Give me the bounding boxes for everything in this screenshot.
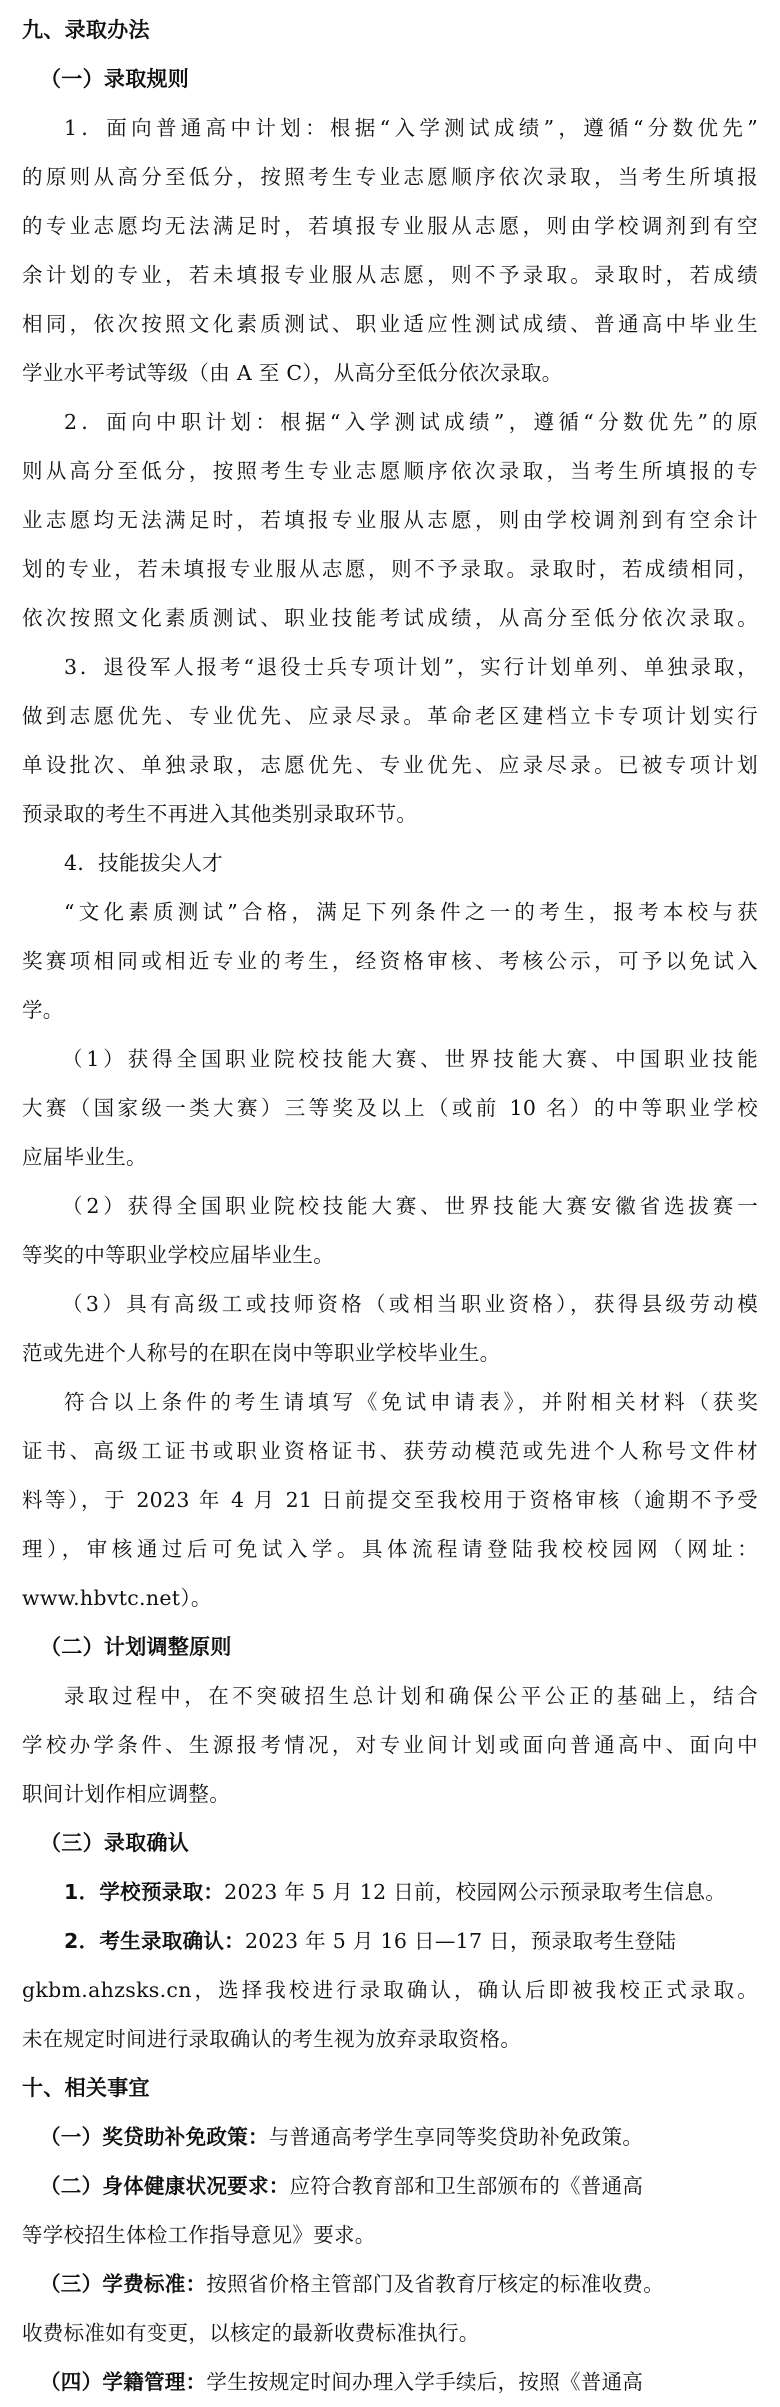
rule1-line-1: 1．面向普通高中计划：根据“入学测试成绩”，遵循“分数优先” [64,116,758,140]
confirm2-line-3: 未在规定时间进行录取确认的考生视为放弃录取资格。 [22,2027,522,2051]
matter2-text: 应符合教育部和卫生部颁布的《普通高 [289,2174,644,2198]
matter1-line [22,2113,758,2162]
confirm2-text: 2023 年 5 月 16 日—17 日，预录取考生登陆 [244,1929,677,1953]
matter3-label: （三）学费标准： [40,2272,207,2296]
confirm2-line-2: gkbm.ahzsks.cn，选择我校进行录取确认，确认后即被我校正式录取。 [22,1978,758,2002]
apply-line-3: 料等），于 2023 年 4 月 21 日前提交至我校用于资格审核（逾期不予受 [22,1488,758,1512]
rule2-line-4: 划的专业，若未填报专业服从志愿，则不予录取。录取时，若成绩相同， [22,557,758,581]
apply-line-1: 符合以上条件的考生请填写《免试申请表》，并附相关材料（获奖 [64,1390,758,1414]
condition2-line-1: （2）获得全国职业院校技能大赛、世界技能大赛安徽省选拔赛一 [62,1194,758,1218]
condition3-line-1: （3）具有高级工或技师资格（或相当职业资格），获得县级劳动模 [62,1292,758,1316]
matter1-label: （一）奖贷助补免政策： [40,2125,269,2149]
rule2-line-2: 则从高分至低分，按照考生专业志愿顺序依次录取，当考生所填报的专 [22,459,758,483]
rule4-line-2: 奖赛项相同或相近专业的考生，经资格审核、考核公示，可予以免试入 [22,949,758,973]
rule1-line-6: 学业水平考试等级（由 A 至 C），从高分至低分依次录取。 [22,361,563,385]
rule3-line-2: 做到志愿优先、专业优先、应录尽录。革命老区建档立卡专项计划实行 [22,704,758,728]
apply-line-5: www.hbvtc.net）。 [22,1586,212,1610]
apply-line-2: 证书、高级工证书或职业资格证书、获劳动模范或先进个人称号文件材 [22,1439,758,1463]
section-9-heading: 九、录取办法 [22,18,150,42]
confirm1-text: 2023 年 5 月 12 日前，校园网公示预录取考生信息。 [224,1880,727,1904]
admission-confirm-heading: （三）录取确认 [40,1831,190,1855]
condition3-line-2: 范或先进个人称号的在职在岗中等职业学校毕业生。 [22,1341,501,1365]
matter3-text: 按照省价格主管部门及省教育厅核定的标准收费。 [206,2272,665,2296]
matter4-label: （四）学籍管理： [40,2370,207,2394]
condition1-line-3: 应届毕业生。 [22,1145,147,1169]
rule1-line-3: 的专业志愿均无法满足时，若填报专业服从志愿，则由学校调剂到有空 [22,214,758,238]
rule4-line-3: 学。 [22,998,64,1022]
apply-line-4: 理），审核通过后可免试入学。具体流程请登陆我校校园网（网址： [22,1537,758,1561]
rule4-line-1: “文化素质测试”合格，满足下列条件之一的考生，报考本校与获 [64,900,758,924]
section-10-heading: 十、相关事宜 [22,2076,150,2100]
matter4-line-1 [22,2358,758,2407]
plan-adjustment-heading: （二）计划调整原则 [40,1635,232,1659]
rule4-title: 4．技能拔尖人才 [64,851,223,875]
matter2-label: （二）身体健康状况要求： [40,2174,290,2198]
condition1-line-2: 大赛（国家级一类大赛）三等奖及以上（或前 10 名）的中等职业学校 [22,1096,758,1120]
matter4-text: 学生按规定时间办理入学手续后，按照《普通高 [206,2370,644,2394]
rule2-line-5: 依次按照文化素质测试、职业技能考试成绩，从高分至低分依次录取。 [22,606,758,630]
adjust-line-1: 录取过程中，在不突破招生总计划和确保公平公正的基础上，结合 [64,1684,758,1708]
adjust-line-3: 职间计划作相应调整。 [22,1782,230,1806]
confirm2-label: 2．考生录取确认： [64,1929,245,1953]
rule3-line-1: 3．退役军人报考“退役士兵专项计划”，实行计划单列、单独录取， [64,655,758,679]
condition1-line-1: （1）获得全国职业院校技能大赛、世界技能大赛、中国职业技能 [62,1047,758,1071]
condition2-line-2: 等奖的中等职业学校应届毕业生。 [22,1243,334,1267]
matter2-line-1 [22,2162,758,2211]
matter3-line-2: 收费标准如有变更，以核定的最新收费标准执行。 [22,2321,480,2345]
rule1-line-2: 的原则从高分至低分，按照考生专业志愿顺序依次录取，当考生所填报 [22,165,758,189]
confirm1-label: 1．学校预录取： [64,1880,225,1904]
admission-rules-heading: （一）录取规则 [40,67,190,91]
matter3-line-1 [22,2260,758,2309]
confirm2-line-1 [22,1917,758,1966]
rule2-line-1: 2．面向中职计划：根据“入学测试成绩”，遵循“分数优先”的原 [64,410,758,434]
rule2-line-3: 业志愿均无法满足时，若填报专业服从志愿，则由学校调剂到有空余计 [22,508,758,532]
rule3-line-4: 预录取的考生不再进入其他类别录取环节。 [22,802,418,826]
adjust-line-2: 学校办学条件、生源报考情况，对专业间计划或面向普通高中、面向中 [22,1733,758,1757]
confirm1-line [22,1868,758,1917]
rule1-line-4: 余计划的专业，若未填报专业服从志愿，则不予录取。录取时，若成绩 [22,263,758,287]
matter1-text: 与普通高考学生享同等奖贷助补免政策。 [268,2125,644,2149]
rule3-line-3: 单设批次、单独录取，志愿优先、专业优先、应录尽录。已被专项计划 [22,753,758,777]
rule1-line-5: 相同，依次按照文化素质测试、职业适应性测试成绩、普通高中毕业生 [22,312,758,336]
matter2-line-2: 等学校招生体检工作指导意见》要求。 [22,2223,376,2247]
